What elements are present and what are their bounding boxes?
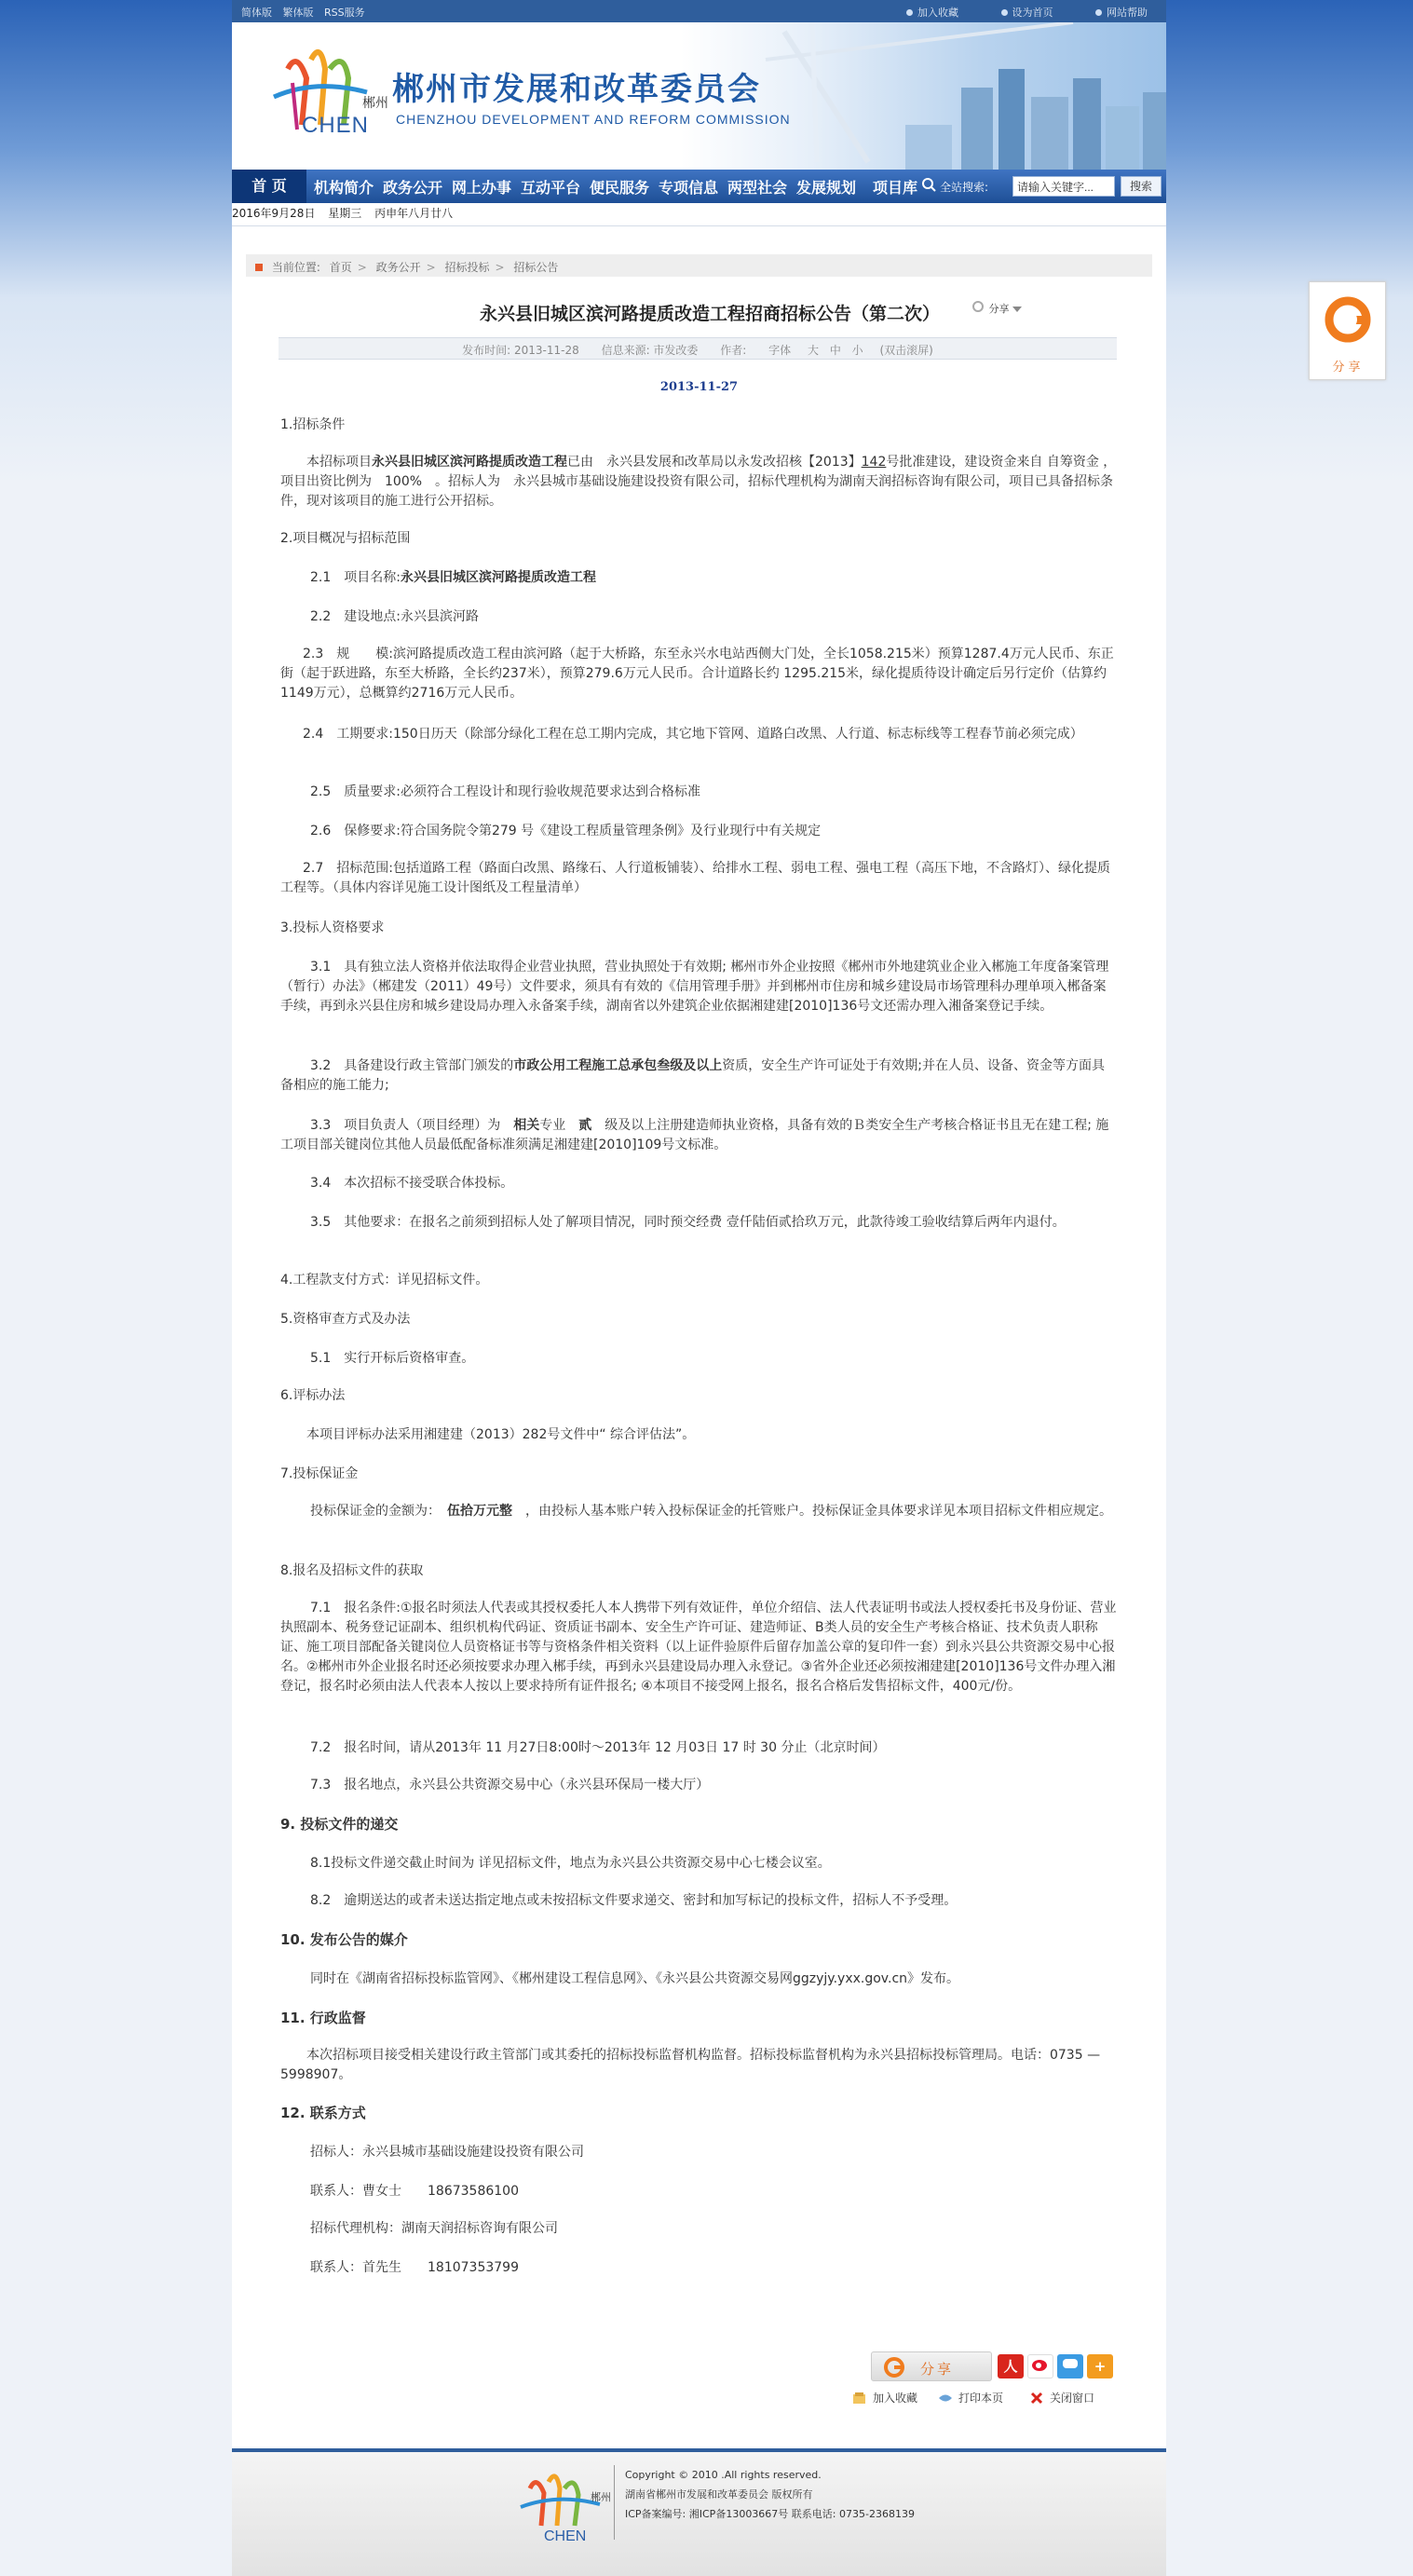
paragraph: 2.6 保修要求:符合国务院令第279 号《建设工程质量管理条例》及行业现行中有关规定: [310, 824, 822, 838]
weibo-icon: [1031, 2357, 1050, 2372]
footer-logo-text: CHEN: [544, 2528, 587, 2544]
section-heading: 1.招标条件: [280, 417, 346, 432]
author: 作者:: [720, 344, 747, 357]
section-heading: 2.项目概况与招标范围: [280, 531, 411, 546]
logo-text: CHEN: [302, 113, 370, 138]
paragraph: 2.2 建设地点:永兴县滨河路: [310, 609, 479, 624]
section-heading: 5.资格审查方式及办法: [280, 1312, 411, 1327]
print-icon: [938, 2392, 953, 2405]
share-dropdown[interactable]: [972, 301, 1022, 316]
paragraph: 2.1 项目名称:永兴县旧城区滨河路提质改造工程: [310, 570, 596, 585]
breadcrumb-bidding[interactable]: 招标投标: [444, 261, 490, 274]
nav-project-db[interactable]: 项目库: [873, 179, 918, 197]
contact-line: 招标人：永兴县城市基础设施建设投资有限公司: [310, 2145, 584, 2160]
floating-share-button[interactable]: [1309, 281, 1386, 380]
page: [232, 0, 1166, 2576]
breadcrumb-gov-open[interactable]: 政务公开: [375, 261, 421, 274]
language-links: [241, 5, 373, 20]
share-label: 分享: [988, 303, 1010, 315]
share-logo-icon: [883, 2357, 907, 2378]
main-nav: [232, 170, 1166, 203]
lunar-date: 丙申年八月廿八: [374, 207, 454, 220]
font-size-medium[interactable]: 中: [829, 344, 841, 357]
section-heading: 4.工程款支付方式：详见招标文件。: [280, 1273, 489, 1288]
share-logo-icon: [1323, 292, 1375, 349]
share-icon: [972, 301, 985, 312]
scroll-hint: (双击滚屏): [879, 344, 933, 357]
paragraph: 本次招标项目接受相关建设行政主管部门或其委托的招标投标监督机构监督。招标投标监督机构为永兴县招标投标管理局。电话：0735 — 5998907。: [280, 2048, 1101, 2082]
close-icon: [1029, 2392, 1044, 2405]
paragraph: 投标保证金的金额为： 伍拾万元整 ，由投标人基本账户转入投标保证金的托管账户。投标保证金具体要求详见本项目招标文件相应规定。: [310, 1504, 1112, 1519]
font-size-label: 字体: [768, 344, 792, 357]
search-button[interactable]: 搜索: [1121, 176, 1162, 197]
chevron-right-icon: >: [495, 261, 505, 274]
site-footer: [232, 2452, 1166, 2576]
paragraph: 7.2 报名时间，请从2013年 11 月27日8:00时～2013年 12 月03日 17 时 30 分止（北京时间）: [310, 1740, 886, 1755]
link-traditional[interactable]: 繁体版: [282, 7, 314, 19]
paragraph: 2.7 招标范围:包括道路工程（路面白改黑、路缘石、人行道板铺装）、给排水工程、弱电工程、强电工程（高压下地，不含路灯）、绿化提质工程等。（具体内容详见施工设计图纸及工程量清单）: [280, 861, 1110, 895]
current-date: 2016年9月28日: [232, 207, 316, 220]
nav-two-type-society[interactable]: 两型社会: [727, 179, 788, 197]
section-heading: 12. 联系方式: [280, 2105, 366, 2121]
nav-planning[interactable]: 发展规划: [796, 179, 857, 197]
share-bar: [871, 2351, 1118, 2383]
section-heading: 7.投标保证金: [280, 1466, 359, 1481]
breadcrumb-home[interactable]: 首页: [329, 261, 352, 274]
add-favorite-link[interactable]: 加入收藏: [906, 7, 958, 19]
copyright: Copyright © 2010 .All rights reserved.: [625, 2469, 822, 2481]
link-rss[interactable]: RSS服务: [324, 7, 365, 19]
qq-share-icon[interactable]: [1057, 2354, 1083, 2378]
search-icon: [921, 177, 936, 192]
more-share-button[interactable]: +: [1087, 2354, 1113, 2378]
breadcrumb-notice[interactable]: 招标公告: [513, 261, 559, 274]
floating-share-label: 分享: [1332, 361, 1365, 375]
paragraph: 本招标项目永兴县旧城区滨河路提质改造工程已由 永兴县发展和改革局以永发改招核【2013】142号批准建设，建设资金来自 自筹资金 ，项目出资比例为 100% 。招标人为 永兴县城市基础设施建设投资有限公司，招标代理机构为湖南天润招标咨询有限公司，项目已具备招标条件，现对该项目的施工进行公开招标。: [280, 455, 1117, 509]
weibo-share-icon[interactable]: [1027, 2354, 1053, 2378]
paragraph: 7.3 报名地点，永兴县公共资源交易中心（永兴县环保局一楼大厅）: [310, 1778, 710, 1792]
paragraph: 5.1 实行开标后资格审查。: [310, 1351, 475, 1366]
paragraph: 7.1 报名条件:①报名时须法人代表或其授权委托人本人携带下列有效证件，单位介绍信、法人代表证明书或法人授权委托书及身份证、营业执照副本、税务登记证副本、组织机构代码证、资质证书副本、安全生产许可证、建造师证、B类人员的安全生产考核合格证、技术负责人职称证、施工项目部配备关键岗位人员资格证书等与资格条件相关资料（以上证件验原件后留存加盖公章的复印件一套）到永兴县公共资源交易中心报名。②郴州市外企业报名时还必须按要求办理入郴手续，再到永兴县建设局办理入永登记。③省外企业还必须按湘建建[2010]136号文件办理入湘登记，报名时必须由法人代表本人按以上要求持所有证件报名; ④本项目不接受网上报名，报名合格后发售招标文件，400元/份。: [280, 1601, 1117, 1694]
nav-interaction[interactable]: 互动平台: [521, 179, 581, 197]
footer-logo-city: 郴州: [591, 2491, 611, 2503]
site-owner: 湖南省郴州市发展和改革委员会 版权所有: [625, 2488, 813, 2501]
chevron-right-icon: >: [357, 261, 367, 274]
search-input[interactable]: [1012, 176, 1115, 197]
nav-about[interactable]: 机构简介: [314, 179, 374, 197]
print-tool[interactable]: 打印本页: [938, 2390, 1003, 2406]
set-homepage-link[interactable]: 设为首页: [1001, 7, 1053, 19]
paragraph: 8.1投标文件递交截止时间为 详见招标文件，地点为永兴县公共资源交易中心七楼会议室。: [310, 1856, 831, 1871]
section-heading: 6.评标办法: [280, 1388, 346, 1403]
paragraph: 本项目评标办法采用湘建建（2013）282号文件中“ 综合评估法”。: [306, 1427, 696, 1442]
search-label: 全站搜索:: [940, 181, 989, 194]
add-favorite-tool[interactable]: 加入收藏: [852, 2390, 917, 2406]
chevron-right-icon: >: [426, 261, 436, 274]
paragraph: 同时在《湖南省招标投标监管网》、《郴州建设工程信息网》、《永兴县公共资源交易网ggzyjy.yxx.gov.cn》发布。: [310, 1971, 960, 1986]
section-heading: 3.投标人资格要求: [280, 920, 385, 935]
skyline-crane-illustration: [682, 22, 1166, 170]
share-button-label: 分享: [920, 2361, 955, 2378]
site-help-link[interactable]: 网站帮助: [1095, 7, 1148, 19]
site-subtitle: CHENZHOU DEVELOPMENT AND REFORM COMMISSION: [396, 112, 791, 127]
paragraph: 3.3 项目负责人（项目经理）为 相关专业 贰 级及以上注册建造师执业资格，具备有效的Ｂ类安全生产考核合格证书且无在建工程; 施工项目部关键岗位其他人员最低配备标准须满足湘建建[2010]109号文标准。: [280, 1118, 1109, 1152]
link-simplified[interactable]: 简体版: [241, 7, 272, 19]
chevron-down-icon: [1012, 307, 1022, 312]
nav-home[interactable]: 首 页: [232, 170, 306, 203]
article-date: 2013-11-27: [659, 380, 739, 394]
dot-icon: [1001, 9, 1008, 16]
section-heading: 10. 发布公告的媒介: [280, 1931, 408, 1948]
paragraph: 8.2 逾期送达的或者未送达指定地点或未按招标文件要求递交、密封和加写标记的投标文件，招标人不予受理。: [310, 1893, 958, 1908]
nav-gov-open[interactable]: 政务公开: [383, 179, 443, 197]
dot-icon: [906, 9, 913, 16]
nav-online-service[interactable]: 网上办事: [452, 179, 512, 197]
contact-line: 联系人：曹女士 18673586100: [310, 2184, 519, 2199]
site-title: 郴州市发展和改革委员会: [392, 71, 761, 108]
nav-special-info[interactable]: 专项信息: [659, 179, 719, 197]
logo-city: 郴州: [362, 96, 388, 111]
renren-share-icon[interactable]: 人: [998, 2354, 1024, 2378]
font-size-large[interactable]: 大: [807, 344, 819, 357]
dot-icon: [1095, 9, 1102, 16]
section-heading: 8.报名及招标文件的获取: [280, 1563, 424, 1578]
info-source: 信息来源: 市发改委: [601, 344, 699, 357]
divider: [614, 2465, 615, 2540]
paragraph: 3.2 具备建设行政主管部门颁发的市政公用工程施工总承包叁级及以上资质，安全生产许可证处于有效期;并在人员、设备、资金等方面具备相应的施工能力;: [280, 1058, 1105, 1093]
contact-line: 招标代理机构：湖南天润招标咨询有限公司: [310, 2221, 558, 2236]
section-heading: 9. 投标文件的递交: [280, 1816, 399, 1833]
nav-convenience[interactable]: 便民服务: [590, 179, 650, 197]
paragraph: 2.5 质量要求:必须符合工程设计和现行验收规范要求达到合格标准: [310, 784, 700, 799]
paragraph: 3.5 其他要求：在报名之前须到招标人处了解项目情况，同时预交经费 壹仟陆佰贰拾玖万元，此款待竣工验收结算后两年内退付。: [310, 1215, 1066, 1230]
contact-line: 联系人：首先生 18107353799: [310, 2260, 519, 2275]
location-icon: [255, 264, 263, 271]
paragraph: 2.4 工期要求:150日历天（除部分绿化工程在总工期内完成，其它地下管网、道路白改黑、人行道、标志标线等工程春节前必须完成）: [303, 727, 1083, 742]
article-meta: [279, 337, 1117, 360]
top-utility-bar: [232, 0, 1166, 22]
share-button[interactable]: [871, 2351, 992, 2381]
site-banner: [232, 22, 1166, 170]
utility-links: [867, 5, 1148, 20]
breadcrumb: [246, 254, 1152, 277]
publish-time: 发布时间: 2013-11-28: [462, 344, 579, 357]
article-title: 永兴县旧城区滨河路提质改造工程招商招标公告（第二次）: [479, 304, 940, 324]
qq-icon: [1061, 2356, 1080, 2371]
paragraph: 2.3 规 模:滨河路提质改造工程由滨河路（起于大桥路，东至永兴水电站西侧大门处，全长1058.215米）预算1287.4万元人民币、东正街（起于跃进路，东至大桥路，全长约237米），预算279.6万元人民币。合计道路长约 1295.215米，绿化提质待设计确定后另行定价（估算约1149万元），总概算约2716万元人民币。: [280, 647, 1114, 701]
breadcrumb-label: 当前位置:: [271, 261, 320, 274]
current-weekday: 星期三: [328, 207, 362, 220]
section-heading: 11. 行政监督: [280, 2010, 366, 2026]
font-size-small[interactable]: 小: [851, 344, 863, 357]
favorite-icon: [852, 2392, 867, 2405]
footer-text: [625, 2465, 915, 2524]
close-window-tool[interactable]: 关闭窗口: [1029, 2390, 1094, 2406]
paragraph: 3.4 本次招标不接受联合体投标。: [310, 1176, 514, 1191]
divider: [232, 225, 1166, 226]
paragraph: 3.1 具有独立法人资格并依法取得企业营业执照，营业执照处于有效期; 郴州市外企业按照《郴州市外地建筑业企业入郴施工年度备案管理（暂行）办法》（郴建发（2011）49号）文件要求，须具有有效的《信用管理手册》并到郴州市住房和城乡建设局市场管理科办理单项入郴备案手续，再到永兴县住房和城乡建设局办理入永备案手续，湖南省以外建筑企业依据湘建建[2010]136号文还需办理入湘备案登记手续。: [280, 960, 1109, 1014]
date-bar: [232, 205, 462, 221]
icp-info: ICP备案编号: 湘ICP备13003667号 联系电话: 0735-2368139: [625, 2508, 915, 2520]
